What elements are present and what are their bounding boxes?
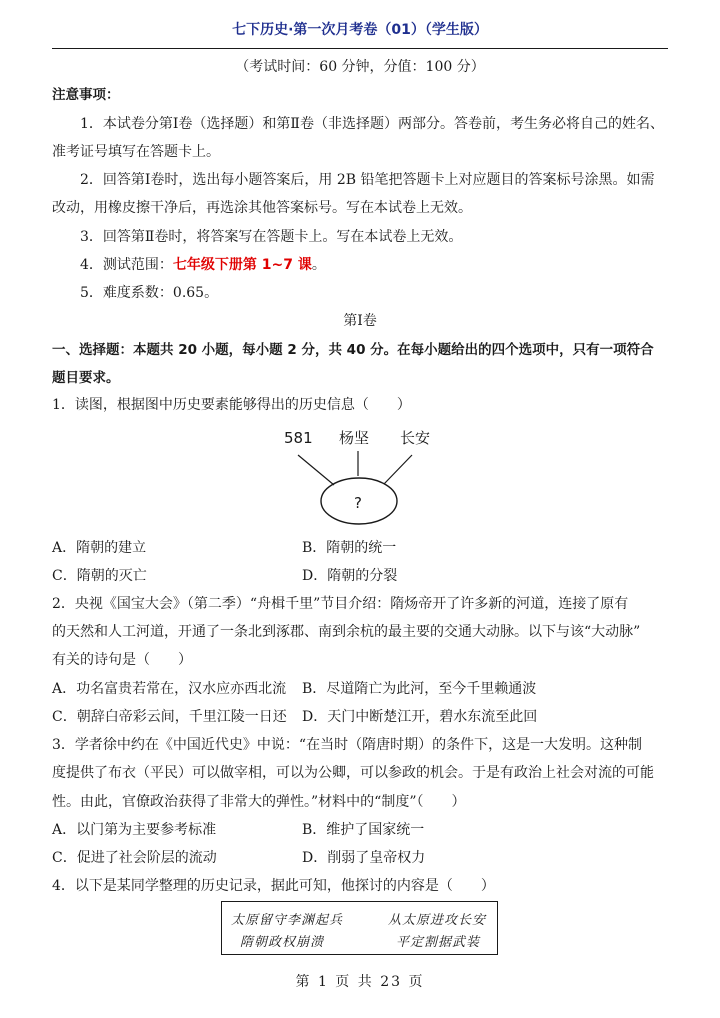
q2-option-d: D．天门中断楚江开，碧水东流至此回 [302, 709, 538, 725]
q4-record-2: 从太原进攻长安 [388, 913, 487, 928]
diagram-question-mark: ? [354, 494, 362, 512]
diagram-label-person: 杨坚 [339, 429, 370, 447]
q3-option-a: A．以门第为主要参考标准 [52, 822, 217, 838]
q1-option-a: A．隋朝的建立 [52, 540, 147, 556]
q3-option-b: B．维护了国家统一 [302, 822, 425, 838]
note-1-line-1: 1．本试卷分第Ⅰ卷（选择题）和第Ⅱ卷（非选择题）两部分。答卷前，考生务必将自己的姓名、 [80, 116, 664, 132]
note-3: 3．回答第Ⅱ卷时，将答案写在答题卡上。写在本试卷上无效。 [80, 229, 463, 245]
note-2-line-2: 改动，用橡皮擦干净后，再选涂其他答案标号。写在本试卷上无效。 [52, 200, 472, 216]
q2-option-c: C．朝辞白帝彩云间，千里江陵一日还 [52, 709, 287, 725]
diagram-label-city: 长安 [400, 429, 431, 447]
q2-stem-line-1: 2．央视《国宝大会》（第二季）“舟楫千里”节目介绍：隋炀帝开了许多新的河道，连接了原有 [52, 596, 629, 612]
q3-option-c: C．促进了社会阶层的流动 [52, 850, 217, 866]
diagram-connector-right [384, 455, 412, 484]
q1-option-b: B．隋朝的统一 [302, 540, 397, 556]
q2-option-b: B．尽道隋亡为此河，至今千里赖通波 [302, 681, 537, 697]
exam-title: 七下历史·第一次月考卷（01）（学生版） [232, 22, 488, 38]
q4-record-4: 平定割据武装 [396, 935, 481, 950]
q3-option-d: D．削弱了皇帝权力 [302, 850, 426, 866]
diagram-label-year: 581 [284, 429, 313, 447]
note-4-suffix: 。 [311, 257, 326, 273]
page-header [52, 18, 668, 49]
section-heading-line-2: 题目要求。 [52, 370, 120, 386]
note-1-line-2: 准考证号填写在答题卡上。 [52, 144, 220, 160]
exam-time-info: （考试时间：60 分钟，分值：100 分） [235, 59, 485, 75]
q3-stem-line-1: 3．学者徐中约在《中国近代史》中说：“在当时（隋唐时期）的条件下，这是一大发明。这种制 [52, 737, 643, 753]
q2-option-a: A．功名富贵若常在，汉水应亦西北流 [52, 681, 287, 697]
q4-stem: 4．以下是某同学整理的历史记录，据此可知，他探讨的内容是（ ） [52, 878, 495, 894]
q3-stem-line-3: 性。由此，官僚政治获得了非常大的弹性。”材料中的“制度”（ ） [52, 794, 466, 810]
note-4-prefix: 4．测试范围： [80, 257, 173, 273]
note-5: 5．难度系数：0.65。 [80, 285, 219, 301]
q1-diagram [276, 422, 446, 530]
volume-title: 第Ⅰ卷 [343, 313, 377, 329]
q1-option-d: D．隋朝的分裂 [302, 568, 398, 584]
section-heading-line-1: 一、选择题：本题共 20 小题，每小题 2 分，共 40 分。在每小题给出的四个选项中，只有一项符合 [52, 342, 654, 358]
q1-stem: 1．读图，根据图中历史要素能够得出的历史信息（ ） [52, 397, 411, 413]
notes-title: 注意事项： [52, 87, 120, 103]
q2-stem-line-3: 有关的诗句是（ ） [52, 652, 192, 668]
note-4 [52, 255, 696, 275]
page-number: 第 1 页 共 23 页 [295, 974, 425, 990]
q2-stem-line-2: 的天然和人工河道，开通了一条北到涿郡、南到余杭的最主要的交通大动脉。以下与该“大动脉” [52, 624, 641, 640]
q1-option-c: C．隋朝的灭亡 [52, 568, 147, 584]
test-range: 七年级下册第 1~7 课 [172, 257, 312, 273]
note-2-line-1: 2．回答第Ⅰ卷时，选出每小题答案后，用 2B 铅笔把答题卡上对应题目的答案标号涂黑。如需 [80, 172, 655, 188]
q3-stem-line-2: 度提供了布衣（平民）可以做宰相，可以为公卿，可以参政的机会。于是有政治上社会对流的可能 [52, 765, 654, 781]
q4-record-1: 太原留守李渊起兵 [231, 913, 344, 928]
q4-record-3: 隋朝政权崩溃 [240, 935, 325, 950]
diagram-connector-left [298, 455, 334, 485]
q4-record-box [221, 901, 498, 955]
